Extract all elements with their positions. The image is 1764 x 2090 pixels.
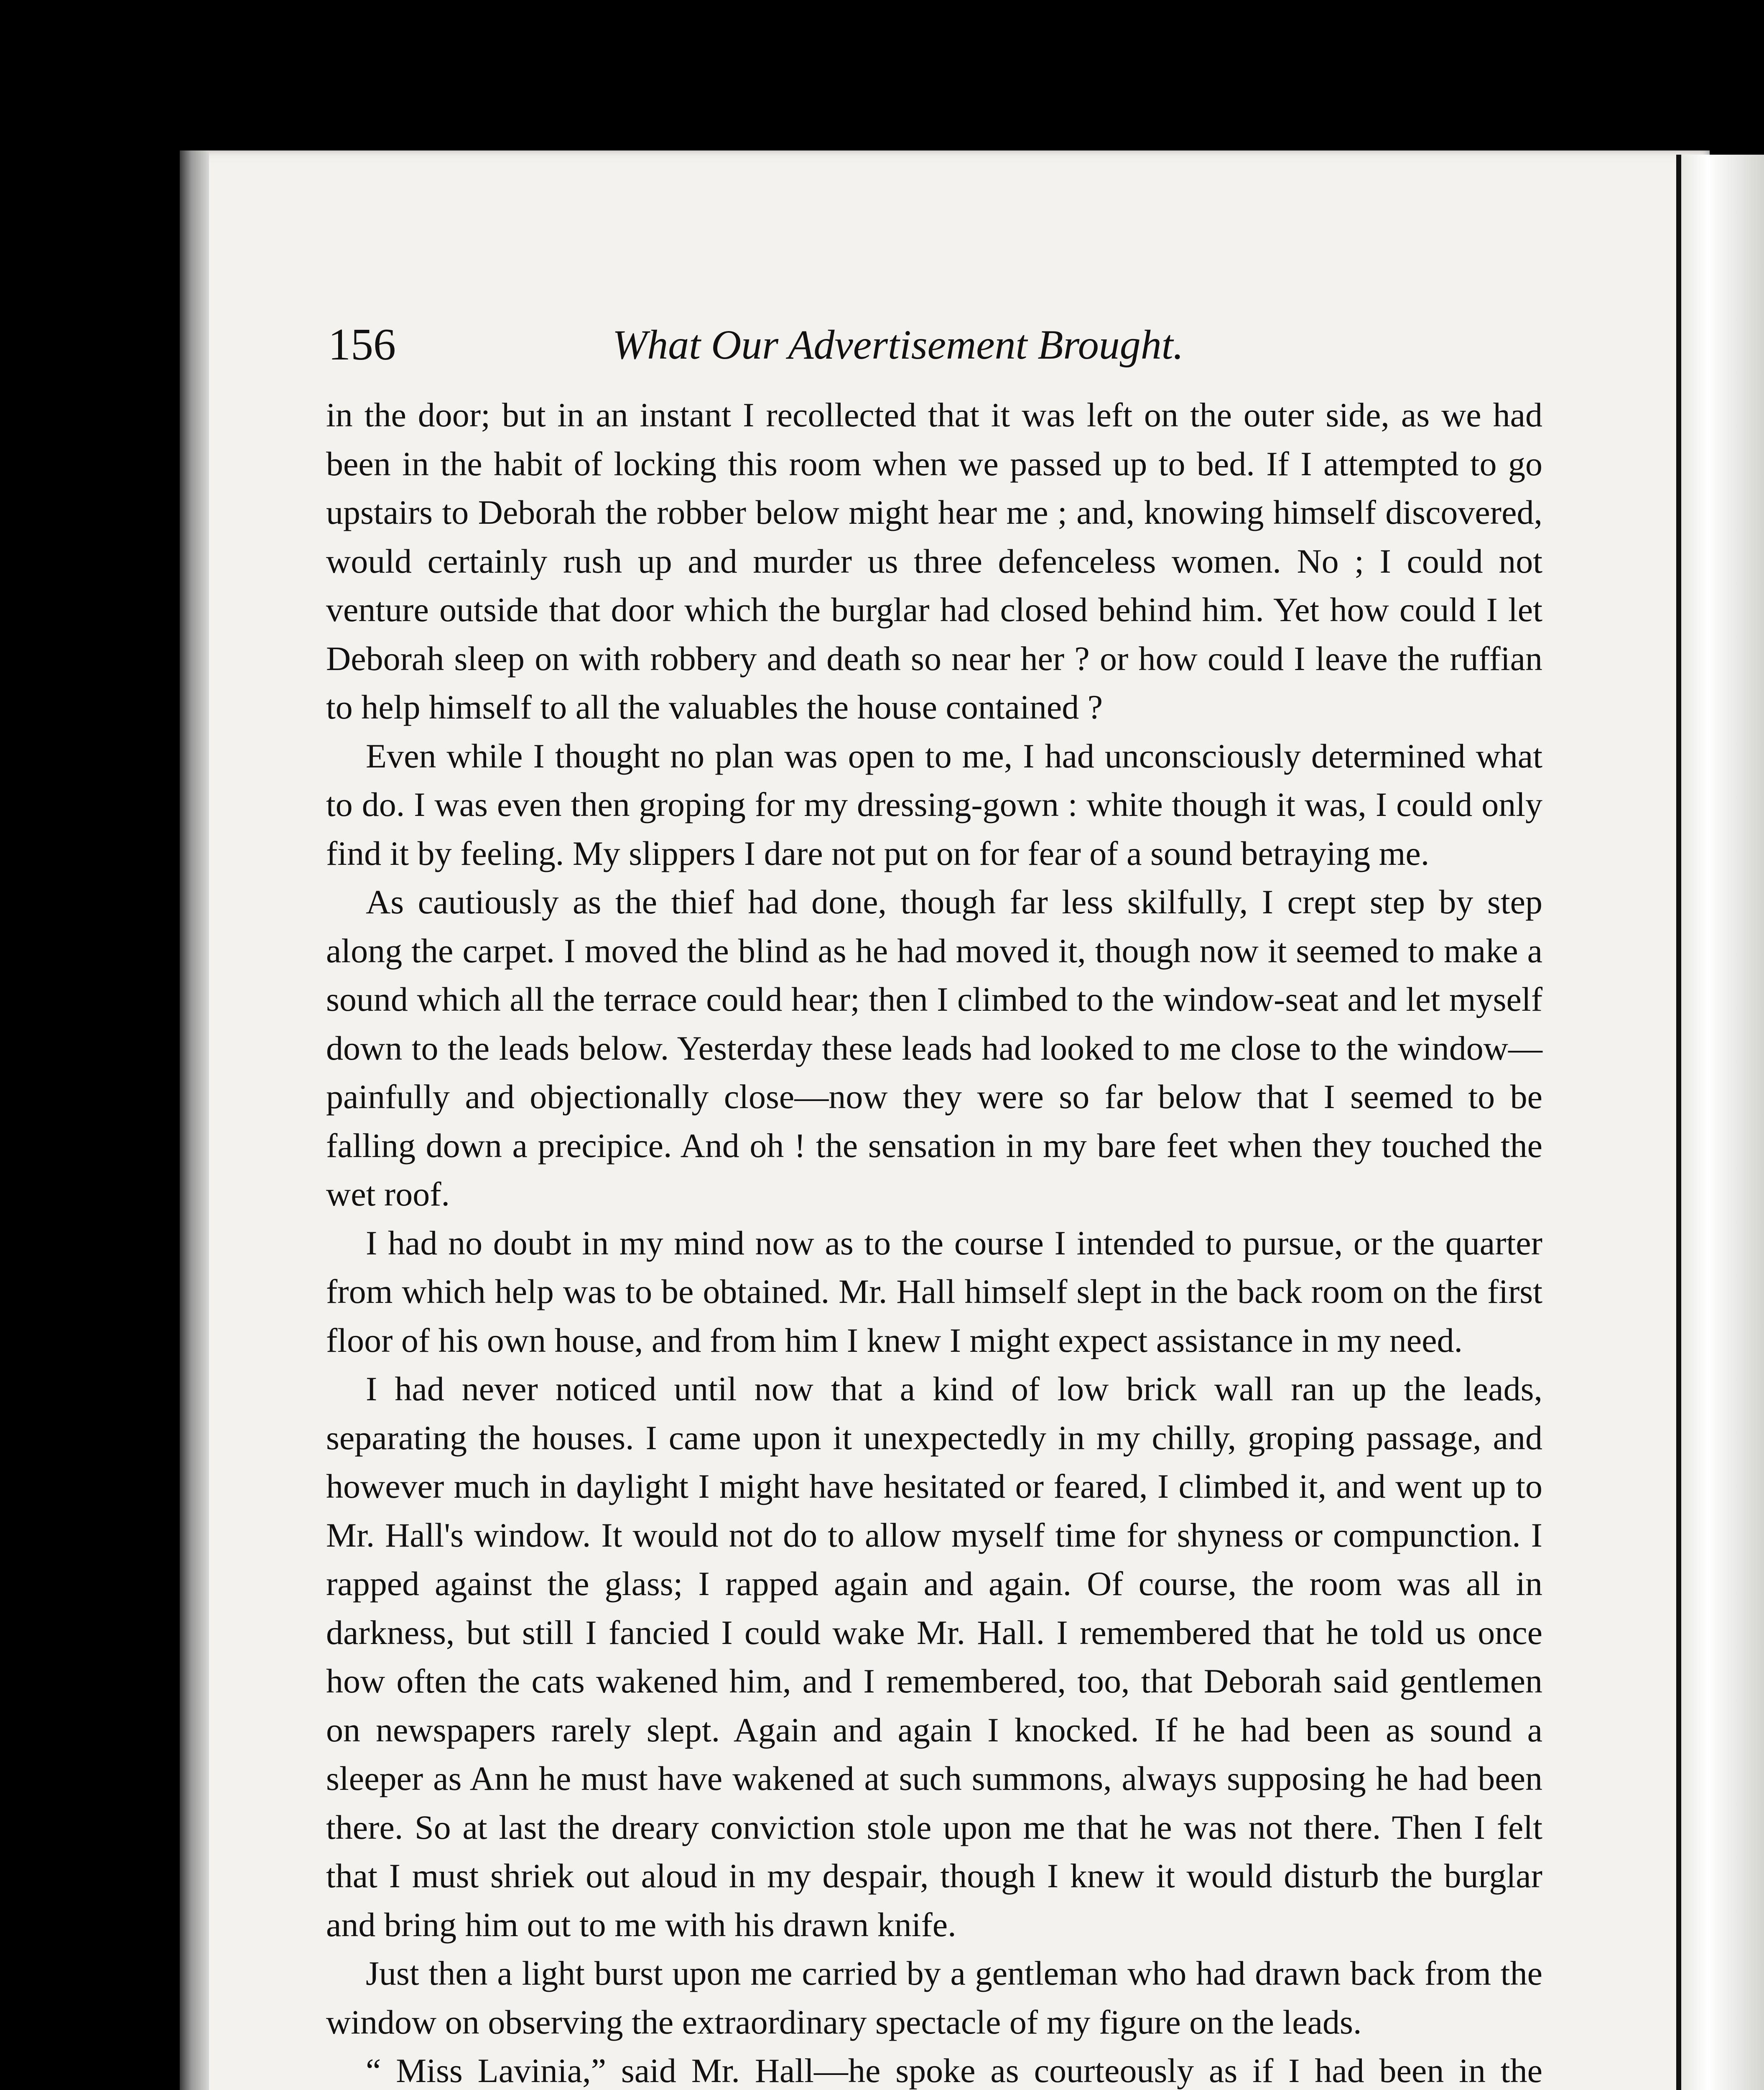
paragraph: I had no doubt in my mind now as to the course I intended to pursue, or the quarter from which help was to be obtained. Mr. Hall himself slept in the back room on the first floor of his own house, and from him I knew I might expect assistance in my need. [326, 1223, 1542, 1359]
paragraph: Even while I thought no plan was open to me, I had unconsciously determined what to do. I was even then groping for my dressing-gown : white though it was, I could only find it by feeling. My slippers I dare not put on for fear of a sound betraying me. [326, 737, 1542, 872]
paragraph: I had never noticed until now that a kind of low brick wall ran up the leads, separating the houses. I came upon it unexpectedly in my chilly, groping passage, and however much in daylight I might have hesitated or feared, I climbed it, and went up to Mr. Hall's window. It would not do to allow myself time for shyness or compunction. I rapped against the glass; I rapped again and again. Of course, the room was all in darkness, but still I fancied I could wake Mr. Hall. I remembered that he told us once how often the cats wakened him, and I remembered, too, that Deborah said gentlemen on newspapers rarely slept. Again and again I knocked. If he had been as sound a sleeper as Ann he must have wakened at such summons, always supposing he had been there. So at last the dreary conviction stole upon me that he was not there. Then I felt that I must shriek out aloud in my despair, though I knew it would disturb the burglar and bring him out to me with his drawn knife. [326, 1370, 1542, 1944]
body-text [326, 391, 1542, 2090]
paragraph: As cautiously as the thief had done, though far less skilfully, I crept step by step along the carpet. I moved the blind as he had moved it, though now it seemed to make a sound which all the terrace could hear; then I climbed to the window-seat and let myself down to the leads below. Yesterday these leads had looked to me close to the window—painfully and objectionally close—now they were so far below that I seemed to be falling down a precipice. And oh ! the sensation in my bare feet when they touched the wet roof. [326, 883, 1542, 1213]
running-head [328, 320, 1331, 370]
paragraph: Just then a light burst upon me carried by a gentleman who had drawn back from the window on observing the extraordinary spectacle of my figure on the leads. [326, 1954, 1542, 2041]
page-number: 156 [328, 320, 396, 370]
paragraph: in the door; but in an instant I recollected that it was left on the outer side, as we had been in the habit of locking this room when we passed up to bed. If I attempted to go upstairs to Deborah the robber below might hear me ; and, knowing himself discovered, would certainly rush up and murder us three defenceless women. No ; I could not venture outside that door which the burglar had closed behind him. Yet how could I let Deborah sleep on with robbery and death so near her ? or how could I leave the ruffian to help himself to all the valuables the house contained ? [326, 396, 1542, 726]
facing-page-edge [1676, 155, 1764, 2090]
running-title: What Our Advertisement Brought. [612, 321, 1184, 368]
page-gutter [180, 150, 209, 2090]
paragraph: “ Miss Lavinia,” said Mr. Hall—he spoke as courteously as if I had been in the [366, 2052, 1542, 2090]
